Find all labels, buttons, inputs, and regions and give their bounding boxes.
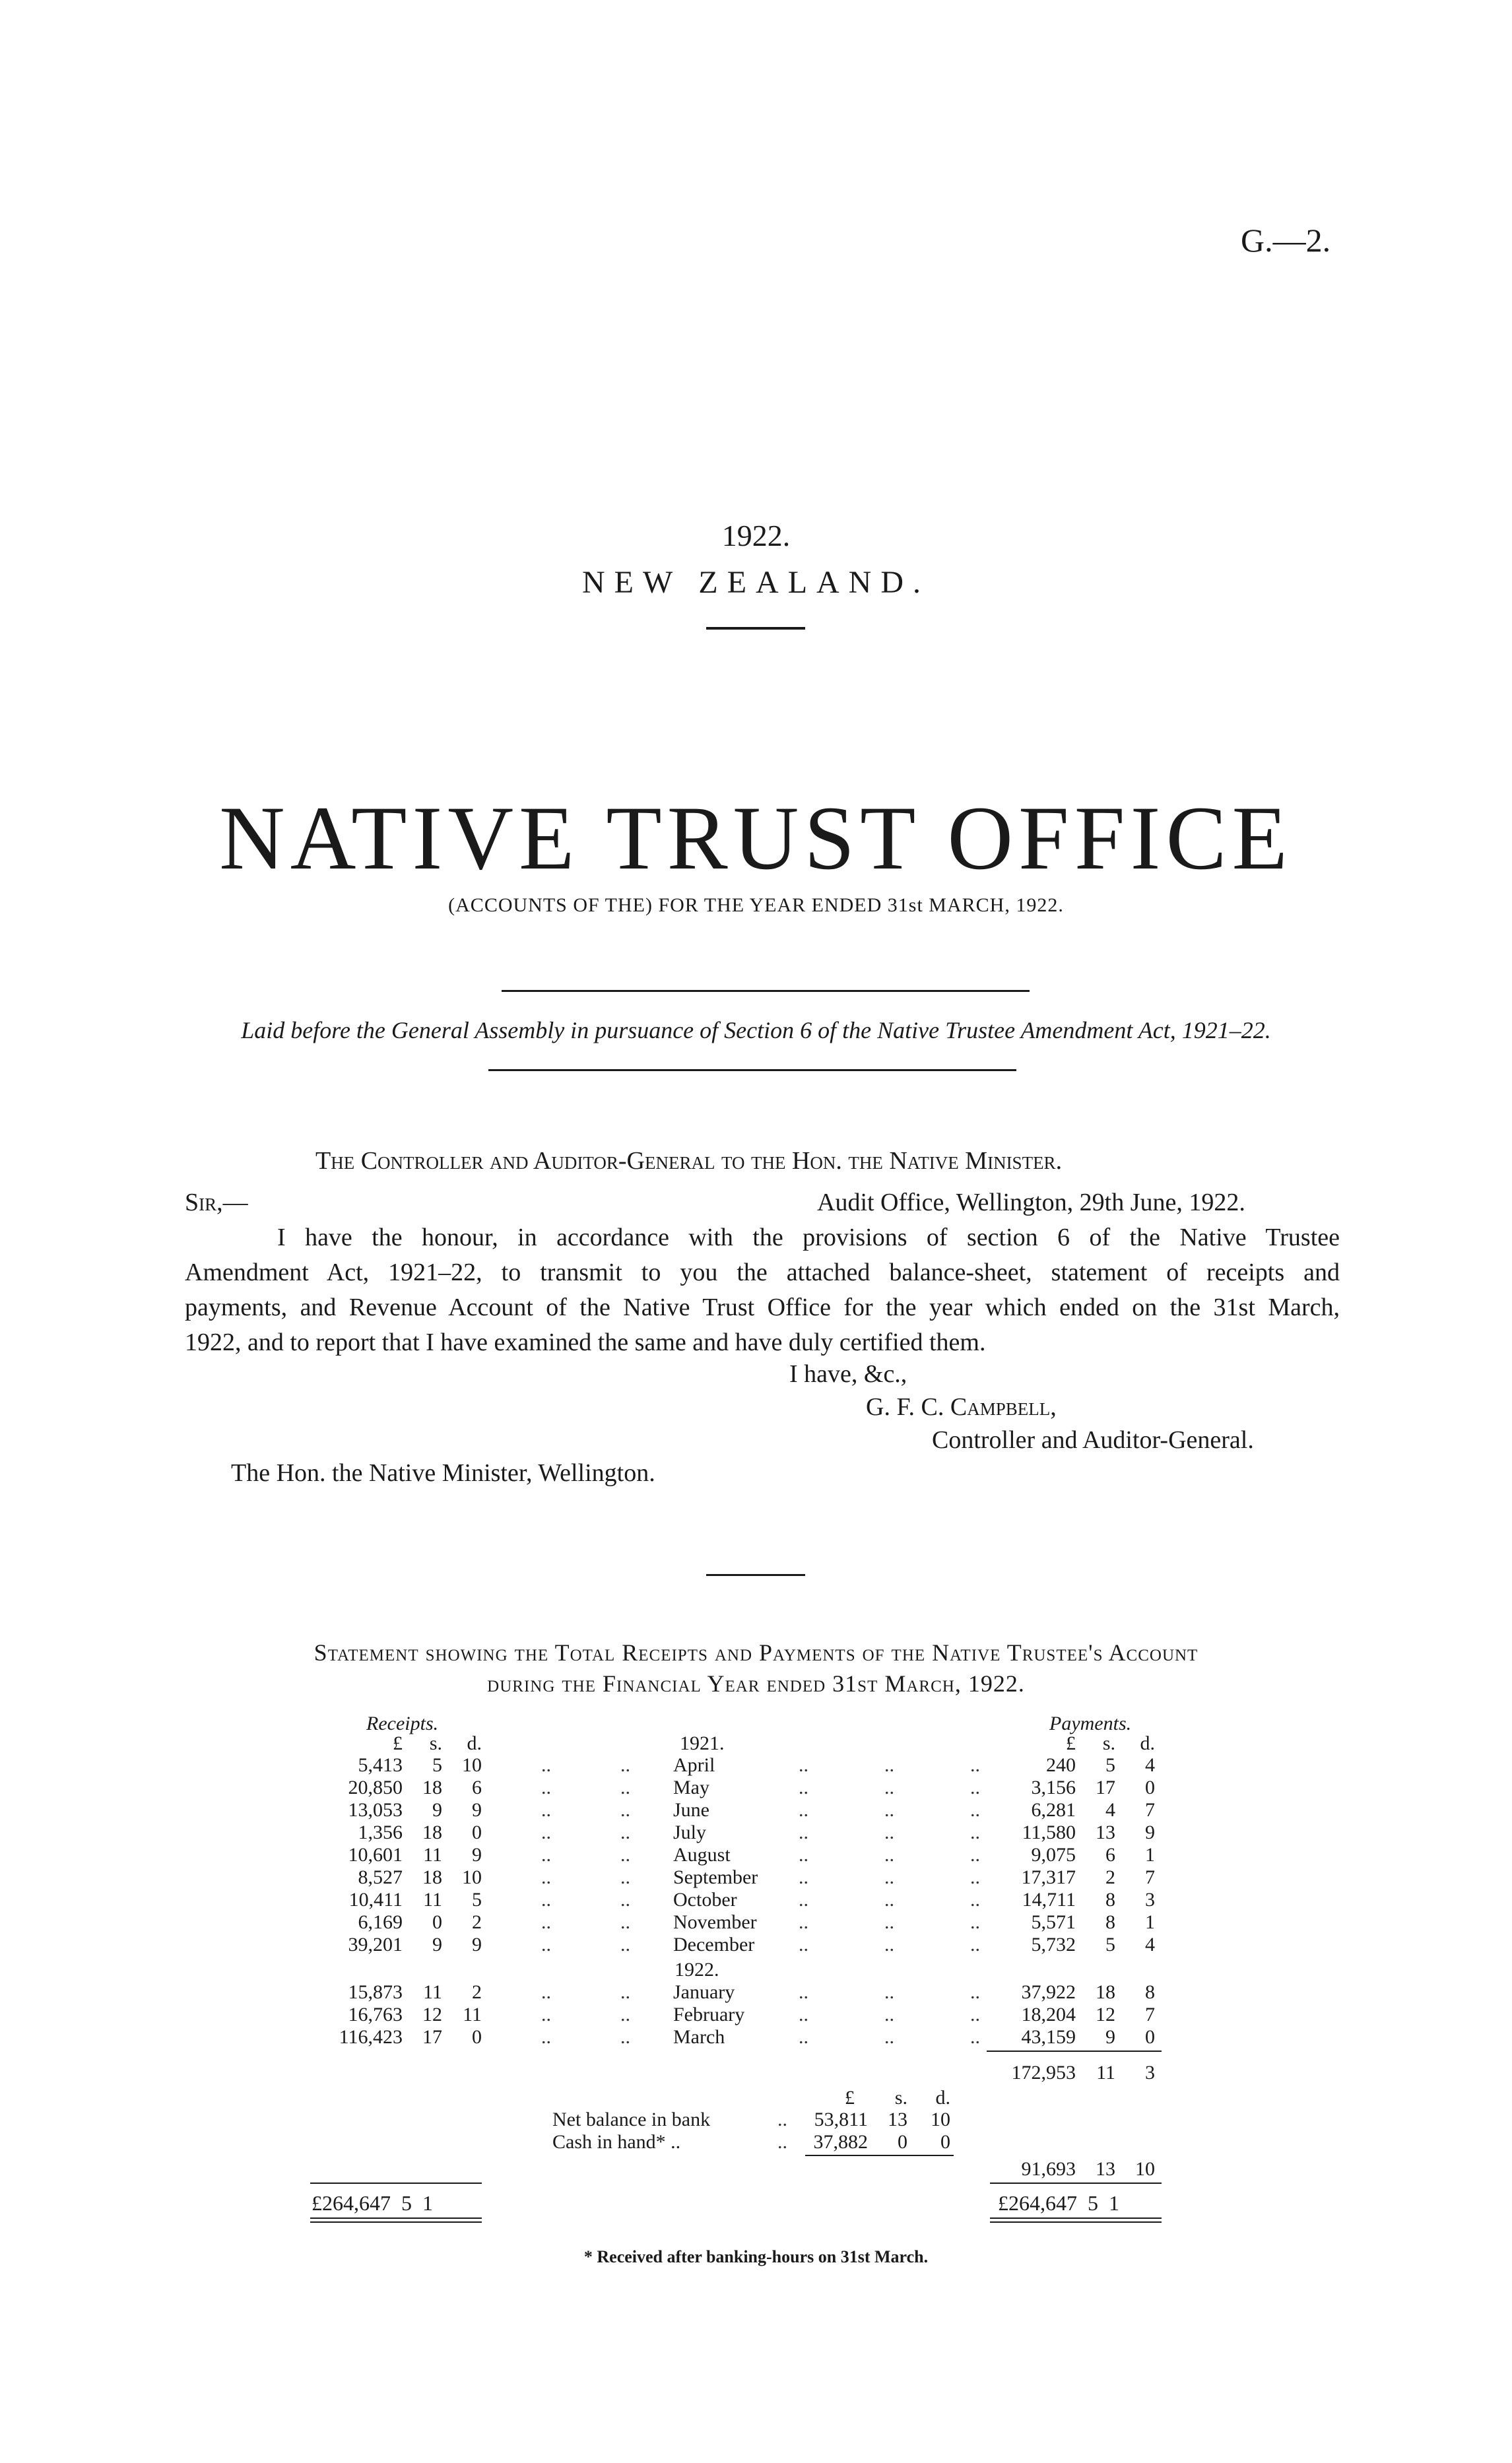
receipt-shillings: 11 [423, 1844, 442, 1866]
payment-pence: 9 [1145, 1822, 1155, 1843]
payment-pounds: 11,580 [1022, 1822, 1076, 1843]
letter-body-line-3: payments, and Revenue Account of the Native Trust Office for the year which ended on the 31st March, [185, 1294, 1340, 1321]
row-leader-mid: .. [620, 1799, 630, 1821]
payment-shillings: 13 [1096, 1822, 1115, 1843]
balance-row-bank-leader: .. [777, 2109, 787, 2130]
row-leader-right-1: .. [799, 1911, 808, 1933]
receipt-shillings: 11 [423, 1889, 442, 1911]
receipt-pounds: 1,356 [358, 1822, 403, 1843]
footnote: * Received after banking-hours on 31st March. [583, 2247, 929, 2266]
row-leader-mid: .. [620, 1777, 630, 1798]
receipt-shillings: 17 [422, 2026, 442, 2048]
balance-row-cash-pence: 0 [940, 2131, 950, 2153]
row-leader-mid: .. [620, 1754, 630, 1776]
payment-pounds: 5,571 [1031, 1911, 1076, 1933]
payment-pounds: 6,281 [1031, 1799, 1076, 1821]
row-leader-right-3: .. [970, 1822, 980, 1843]
receipt-shillings: 9 [432, 1934, 442, 1955]
row-leader-right-3: .. [970, 1777, 980, 1798]
month-label: October [673, 1889, 737, 1911]
row-leader-mid: .. [620, 1981, 630, 2003]
payments-subtotal-pounds: 172,953 [1011, 2062, 1076, 2084]
row-leader-right-2: .. [884, 1934, 894, 1955]
month-label: May [673, 1777, 709, 1798]
payments-subtotal-shillings: 11 [1096, 2062, 1115, 2084]
receipts-header-pounds: £ [393, 1732, 403, 1754]
row-leader-left: .. [541, 2026, 551, 2048]
letter-body-line-4: 1922, and to report that I have examined the same and have duly certified them. [185, 1329, 986, 1356]
document-subtitle: (ACCOUNTS OF THE) FOR THE YEAR ENDED 31st MARCH, 1922. [448, 894, 1064, 916]
row-leader-left: .. [541, 1889, 551, 1911]
receipt-shillings: 18 [422, 1777, 442, 1798]
payment-pounds: 9,075 [1031, 1844, 1076, 1866]
payment-pence: 1 [1145, 1911, 1155, 1933]
payment-pounds: 14,711 [1022, 1889, 1076, 1911]
row-leader-mid: .. [620, 1934, 630, 1955]
payments-total-rule-top [990, 2183, 1162, 2184]
row-leader-right-1: .. [799, 2004, 808, 2025]
receipt-pounds: 116,423 [339, 2026, 403, 2048]
payment-pounds: 37,922 [1021, 1981, 1076, 2003]
balance-row-bank-shillings: 13 [888, 2109, 907, 2130]
year-1921: 1921. [680, 1732, 725, 1754]
month-label: December [673, 1934, 755, 1955]
month-label: August [673, 1844, 731, 1866]
row-leader-right-3: .. [970, 1911, 980, 1933]
receipt-shillings: 11 [423, 1981, 442, 2003]
payment-pounds: 3,156 [1031, 1777, 1076, 1798]
payment-shillings: 2 [1105, 1866, 1115, 1888]
row-leader-left: .. [541, 1934, 551, 1955]
month-label: July [673, 1822, 707, 1843]
row-leader-right-2: .. [884, 1889, 894, 1911]
payments-subtotal-pence: 3 [1145, 2062, 1155, 2084]
receipt-pence: 9 [472, 1934, 482, 1955]
receipt-pounds: 15,873 [348, 1981, 403, 2003]
receipt-pence: 6 [472, 1777, 482, 1798]
row-leader-right-3: .. [970, 1799, 980, 1821]
page-number: G.—2. [1241, 222, 1331, 259]
row-leader-right-1: .. [799, 1777, 808, 1798]
document-title: NATIVE TRUST OFFICE [219, 787, 1293, 888]
row-leader-mid: .. [620, 1911, 630, 1933]
month-label: February [673, 2004, 745, 2025]
letter-place-date: Audit Office, Wellington, 29th June, 1922. [817, 1189, 1245, 1216]
row-leader-left: .. [541, 1754, 551, 1776]
receipt-pence: 2 [472, 1911, 482, 1933]
row-leader-mid: .. [620, 1866, 630, 1888]
receipt-pounds: 5,413 [358, 1754, 403, 1776]
row-leader-left: .. [541, 1866, 551, 1888]
receipts-label: Receipts. [366, 1713, 439, 1734]
payment-pounds: 5,732 [1031, 1934, 1076, 1955]
payment-pence: 7 [1145, 1799, 1155, 1821]
balance-total-pounds: 91,693 [1021, 2158, 1076, 2180]
receipt-pounds: 13,053 [348, 1799, 403, 1821]
row-leader-mid: .. [620, 1822, 630, 1843]
row-leader-left: .. [541, 1799, 551, 1821]
row-leader-right-3: .. [970, 1866, 980, 1888]
row-leader-right-1: .. [799, 1889, 808, 1911]
receipt-pence: 0 [472, 2026, 482, 2048]
payment-pence: 0 [1145, 1777, 1155, 1798]
balance-row-cash-leader: .. [777, 2131, 787, 2153]
receipt-pounds: 6,169 [358, 1911, 403, 1933]
receipt-pence: 10 [462, 1866, 482, 1888]
letter-signatory-title: Controller and Auditor-General. [932, 1426, 1254, 1454]
row-leader-right-1: .. [799, 1799, 808, 1821]
receipt-pounds: 16,763 [348, 2004, 403, 2025]
payment-shillings: 6 [1105, 1844, 1115, 1866]
receipts-total-double-rule [310, 2217, 482, 2219]
letter-closing: I have, &c., [789, 1360, 907, 1388]
row-leader-right-2: .. [884, 1844, 894, 1866]
receipt-shillings: 12 [422, 2004, 442, 2025]
payment-shillings: 5 [1105, 1754, 1115, 1776]
row-leader-right-1: .. [799, 1844, 808, 1866]
row-leader-mid: .. [620, 2004, 630, 2025]
row-leader-right-1: .. [799, 2026, 808, 2048]
row-leader-mid: .. [620, 1889, 630, 1911]
payment-pounds: 43,159 [1021, 2026, 1076, 2048]
receipt-pence: 0 [472, 1822, 482, 1843]
balance-total-pence: 10 [1135, 2158, 1155, 2180]
letter-body-line-2: Amendment Act, 1921–22, to transmit to you the attached balance-sheet, statement of receipts and [185, 1259, 1340, 1286]
payment-shillings: 18 [1096, 1981, 1115, 2003]
balance-row-bank-label: Net balance in bank [552, 2109, 711, 2130]
receipt-shillings: 18 [422, 1822, 442, 1843]
row-leader-right-1: .. [799, 1822, 808, 1843]
receipt-shillings: 5 [432, 1754, 442, 1776]
row-leader-mid: .. [620, 1844, 630, 1866]
row-leader-right-1: .. [799, 1754, 808, 1776]
country: NEW ZEALAND. [581, 565, 931, 600]
receipts-header-shillings: s. [429, 1732, 442, 1754]
payment-pounds: 240 [1046, 1754, 1076, 1776]
payment-pence: 3 [1145, 1889, 1155, 1911]
row-leader-left: .. [541, 1777, 551, 1798]
row-leader-mid: .. [620, 2026, 630, 2048]
receipts-grand-total: £264,647 5 1 [312, 2191, 433, 2215]
payment-shillings: 17 [1096, 1777, 1115, 1798]
receipts-total-rule-top [310, 2183, 482, 2184]
payment-pounds: 18,204 [1021, 2004, 1076, 2025]
month-label: January [673, 1981, 735, 2003]
year-1922: 1922. [674, 1959, 719, 1981]
row-leader-right-1: .. [799, 1866, 808, 1888]
row-leader-right-2: .. [884, 2026, 894, 2048]
payments-label: Payments. [1049, 1713, 1132, 1734]
payment-pence: 8 [1145, 1981, 1155, 2003]
payment-shillings: 9 [1105, 2026, 1115, 2048]
receipt-pence: 5 [472, 1889, 482, 1911]
month-label: June [673, 1799, 709, 1821]
payment-shillings: 8 [1105, 1889, 1115, 1911]
receipt-pence: 10 [462, 1754, 482, 1776]
payment-pence: 4 [1145, 1754, 1155, 1776]
row-leader-right-2: .. [884, 1866, 894, 1888]
laid-before-note: Laid before the General Assembly in pursuance of Section 6 of the Native Trustee Amendment Act, 1921–22. [241, 1017, 1271, 1043]
year: 1922. [721, 519, 791, 552]
balance-total-shillings: 13 [1096, 2158, 1115, 2180]
letter-salutation: Sir,— [185, 1189, 248, 1216]
payment-shillings: 5 [1105, 1934, 1115, 1955]
row-leader-right-2: .. [884, 1822, 894, 1843]
row-leader-left: .. [541, 1981, 551, 2003]
receipt-shillings: 0 [432, 1911, 442, 1933]
letter-signatory: G. F. C. Campbell, [866, 1393, 1057, 1421]
balance-row-bank-pounds: 53,811 [814, 2109, 868, 2130]
payments-subtotal-rule [987, 2051, 1162, 2052]
row-leader-right-2: .. [884, 1911, 894, 1933]
receipt-pence: 2 [472, 1981, 482, 2003]
balance-row-bank-pence: 10 [931, 2109, 950, 2130]
row-leader-right-2: .. [884, 1777, 894, 1798]
payment-pence: 7 [1145, 1866, 1155, 1888]
payment-pence: 7 [1145, 2004, 1155, 2025]
receipts-header-pence: d. [467, 1732, 482, 1754]
letter-addressee: The Hon. the Native Minister, Wellington. [231, 1459, 655, 1487]
month-label: March [673, 2026, 725, 2048]
payment-shillings: 4 [1105, 1799, 1115, 1821]
receipt-pounds: 39,201 [348, 1934, 403, 1955]
row-leader-left: .. [541, 1911, 551, 1933]
row-leader-left: .. [541, 2004, 551, 2025]
letter-heading: The Controller and Auditor-General to the Hon. the Native Minister. [315, 1147, 1063, 1175]
row-leader-right-3: .. [970, 1934, 980, 1955]
payments-header-pence: d. [1140, 1732, 1155, 1754]
balance-header-shillings: s. [894, 2087, 907, 2109]
statement-title-line-2: during the Financial Year ended 31st March, 1922. [487, 1670, 1025, 1697]
balance-row-cash-label: Cash in hand* .. [552, 2131, 681, 2153]
statement-title-line-1: Statement showing the Total Receipts and Payments of the Native Trustee's Account [313, 1639, 1199, 1666]
balance-row-cash-shillings: 0 [898, 2131, 907, 2153]
payment-pence: 4 [1145, 1934, 1155, 1955]
balance-row-cash-pounds: 37,882 [813, 2131, 868, 2153]
row-leader-right-3: .. [970, 1754, 980, 1776]
receipt-pounds: 10,411 [348, 1889, 403, 1911]
letter-body-line-1: I have the honour, in accordance with the provisions of section 6 of the Native Trustee [277, 1224, 1340, 1251]
row-leader-right-3: .. [970, 2026, 980, 2048]
receipt-pence: 11 [463, 2004, 482, 2025]
row-leader-right-2: .. [884, 1754, 894, 1776]
payment-shillings: 12 [1096, 2004, 1115, 2025]
row-leader-right-1: .. [799, 1981, 808, 2003]
receipt-pence: 9 [472, 1799, 482, 1821]
month-label: September [673, 1866, 758, 1888]
month-label: April [673, 1754, 715, 1776]
payment-pounds: 17,317 [1021, 1866, 1076, 1888]
receipt-shillings: 9 [432, 1799, 442, 1821]
receipt-shillings: 18 [422, 1866, 442, 1888]
balance-header-pence: d. [935, 2087, 950, 2109]
row-leader-right-2: .. [884, 1981, 894, 2003]
month-label: November [673, 1911, 757, 1933]
receipt-pounds: 10,601 [348, 1844, 403, 1866]
receipt-pounds: 20,850 [348, 1777, 403, 1798]
row-leader-right-3: .. [970, 2004, 980, 2025]
row-leader-right-1: .. [799, 1934, 808, 1955]
row-leader-left: .. [541, 1844, 551, 1866]
payments-grand-total: £264,647 5 1 [998, 2191, 1119, 2215]
row-leader-right-3: .. [970, 1889, 980, 1911]
balance-header-pounds: £ [845, 2087, 855, 2109]
receipt-pounds: 8,527 [358, 1866, 403, 1888]
row-leader-right-2: .. [884, 1799, 894, 1821]
payments-header-shillings: s. [1102, 1732, 1115, 1754]
balance-rule [805, 2155, 954, 2156]
payment-shillings: 8 [1105, 1911, 1115, 1933]
payment-pence: 0 [1145, 2026, 1155, 2048]
row-leader-right-2: .. [884, 2004, 894, 2025]
payment-pence: 1 [1145, 1844, 1155, 1866]
row-leader-right-3: .. [970, 1981, 980, 2003]
row-leader-left: .. [541, 1822, 551, 1843]
receipt-pence: 9 [472, 1844, 482, 1866]
payments-total-double-rule [990, 2217, 1162, 2219]
row-leader-right-3: .. [970, 1844, 980, 1866]
payments-header-pounds: £ [1066, 1732, 1076, 1754]
